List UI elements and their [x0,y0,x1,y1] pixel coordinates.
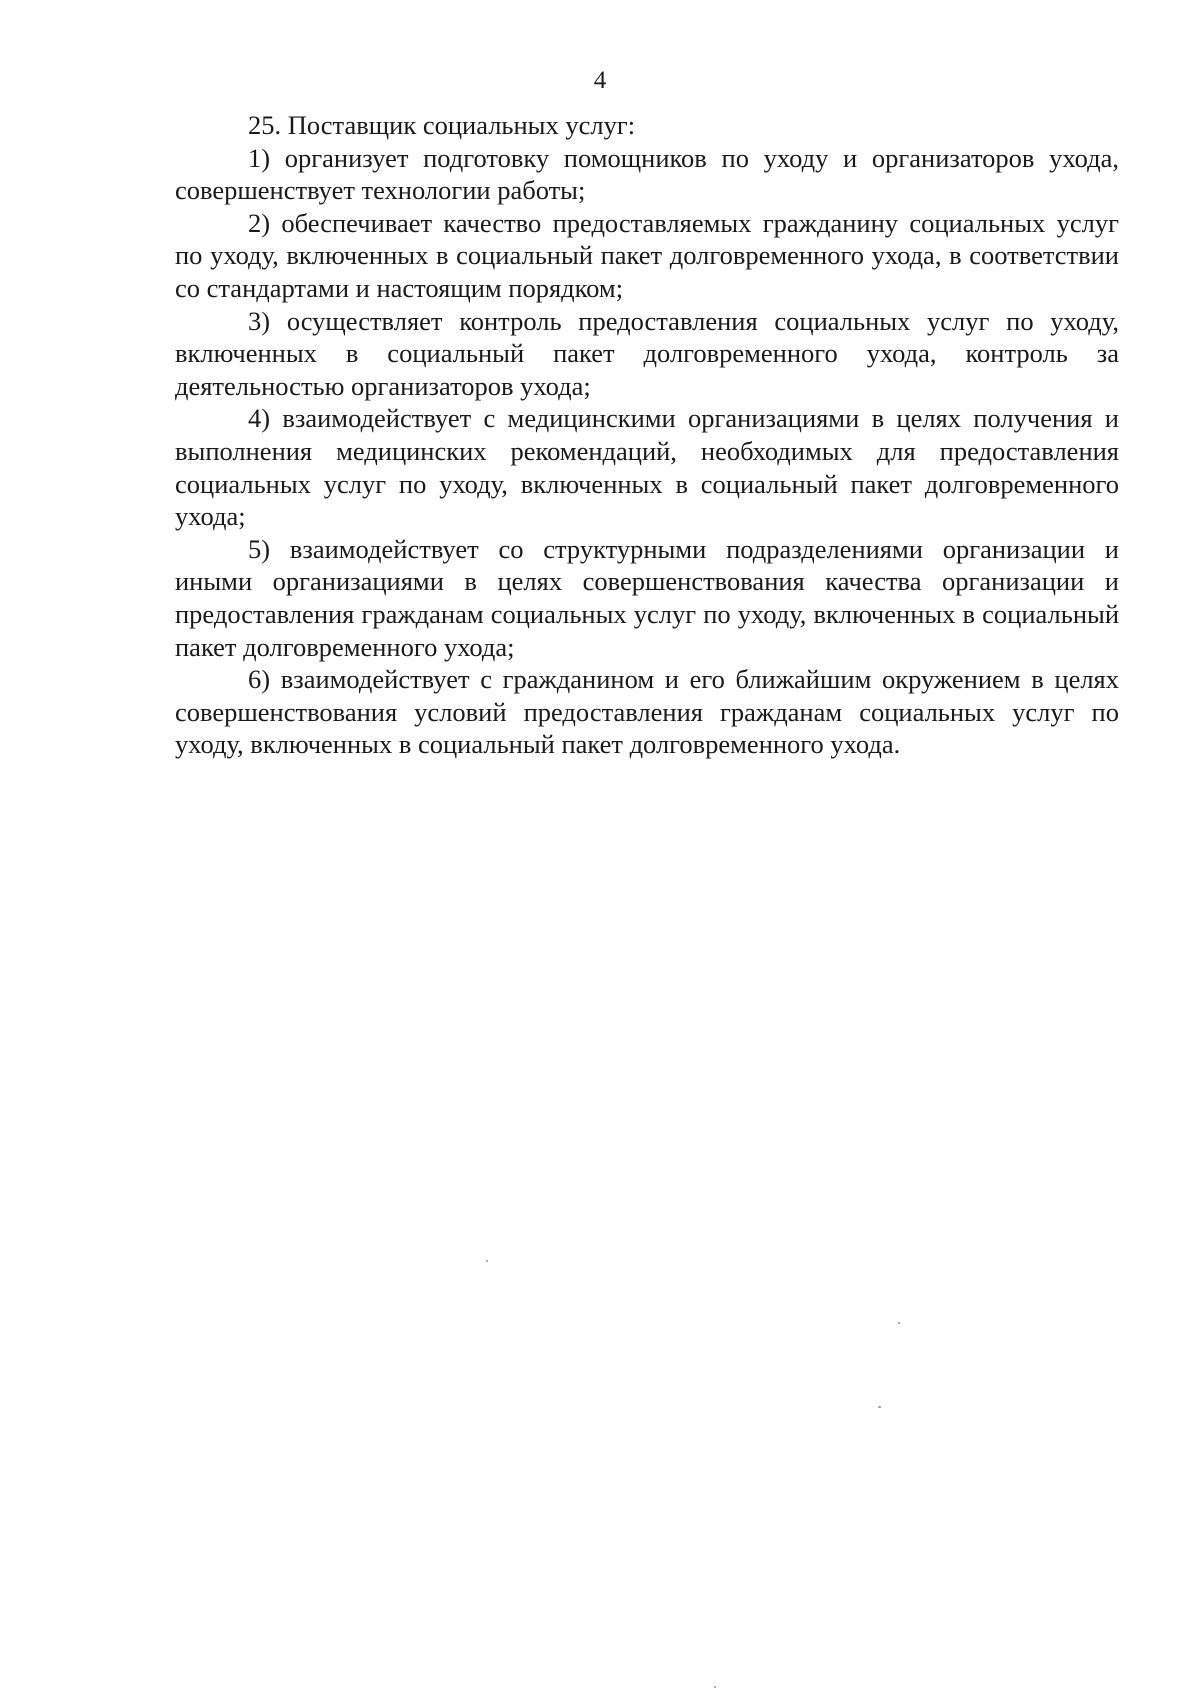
page-number: 4 [593,67,607,94]
paragraph-item-5: 5) взаимодействует со структурными подразделениями организации и иными организациями в целях совершенствования качества организации и предоставления гражданам социальных услуг по уходу, включенных в социальный пакет долговременного ухода; [175,533,1119,662]
scan-speck [714,1686,716,1688]
paragraph-heading-25: 25. Поставщик социальных услуг: [248,110,636,140]
paragraph-item-2: 2) обеспечивает качество предоставляемых гражданину социальных услуг по уходу, включенных в социальный пакет долговременного ухода, в соответствии со стандартами и настоящим порядком; [175,207,1119,303]
paragraph-item-1: 1) организует подготовку помощников по уходу и организаторов ухода, совершенствует технологии работы; [175,142,1119,206]
scan-speck [878,1406,881,1408]
paragraph-item-6: 6) взаимодействует с гражданином и его ближайшим окружением в целях совершенствования условий предоставления гражданам социальных услуг по уходу, включенных в социальный пакет долговременного ухода. [175,664,1119,760]
paragraph-item-4: 4) взаимодействует с медицинскими организациями в целях получения и выполнения медицинских рекомендаций, необходимых для предоставления социальных услуг по уходу, включенных в социальный пакет долговременного ухода; [175,403,1119,532]
scan-speck [898,1322,900,1324]
paragraph-item-3: 3) осуществляет контроль предоставления социальных услуг по уходу, включенных в социальный пакет долговременного ухода, контроль за деятельностью организаторов ухода; [175,305,1119,401]
scan-speck [486,1260,488,1262]
document-body [175,109,1119,761]
